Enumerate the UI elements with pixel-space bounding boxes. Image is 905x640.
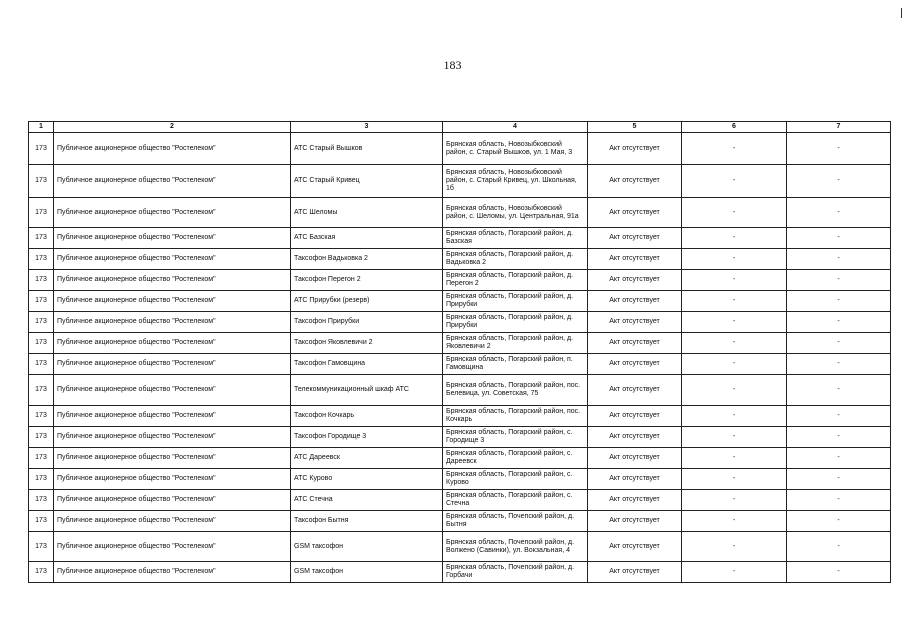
row-number: 173	[29, 448, 54, 469]
column-7-value: -	[787, 354, 891, 375]
table-row	[29, 133, 891, 165]
object-address: Брянская область, Новозыбковский район, с. Шеломы, ул. Центральная, 91а	[443, 198, 588, 228]
organization-name: Публичное акционерное общество "Ростелеком"	[54, 427, 291, 448]
organization-name: Публичное акционерное общество "Ростелеком"	[54, 562, 291, 583]
column-6-value: -	[682, 354, 787, 375]
row-number: 173	[29, 228, 54, 249]
object-name: Таксофон Яковлевичи 2	[291, 333, 443, 354]
organization-name: Публичное акционерное общество "Ростелеком"	[54, 511, 291, 532]
object-address: Брянская область, Почепский район, д. Волжено (Савинки), ул. Вокзальная, 4	[443, 532, 588, 562]
table-row	[29, 165, 891, 198]
header-cell-7: 7	[787, 122, 891, 133]
column-6-value: -	[682, 511, 787, 532]
object-name: Таксофон Городище 3	[291, 427, 443, 448]
object-name: АТС Старый Кривец	[291, 165, 443, 198]
organization-name: Публичное акционерное общество "Ростелеком"	[54, 165, 291, 198]
table-row	[29, 469, 891, 490]
column-6-value: -	[682, 312, 787, 333]
registry-table	[28, 121, 891, 583]
act-status: Акт отсутствует	[588, 532, 682, 562]
object-name: АТС Дареевск	[291, 448, 443, 469]
object-address: Брянская область, Почепский район, д. Горбачи	[443, 562, 588, 583]
organization-name: Публичное акционерное общество "Ростелеком"	[54, 133, 291, 165]
column-6-value: -	[682, 228, 787, 249]
row-number: 173	[29, 133, 54, 165]
row-number: 173	[29, 354, 54, 375]
column-7-value: -	[787, 198, 891, 228]
object-name: GSM таксофон	[291, 532, 443, 562]
table-row	[29, 270, 891, 291]
column-7-value: -	[787, 249, 891, 270]
header-cell-4: 4	[443, 122, 588, 133]
table-row	[29, 427, 891, 448]
object-address: Брянская область, Погарский район, с. Стечна	[443, 490, 588, 511]
table-row	[29, 375, 891, 406]
object-name: Телекоммуникационный шкаф АТС	[291, 375, 443, 406]
column-7-value: -	[787, 448, 891, 469]
column-6-value: -	[682, 562, 787, 583]
act-status: Акт отсутствует	[588, 249, 682, 270]
object-name: АТС Шеломы	[291, 198, 443, 228]
organization-name: Публичное акционерное общество "Ростелеком"	[54, 490, 291, 511]
column-7-value: -	[787, 375, 891, 406]
organization-name: Публичное акционерное общество "Ростелеком"	[54, 469, 291, 490]
column-7-value: -	[787, 312, 891, 333]
column-6-value: -	[682, 291, 787, 312]
registry-body	[29, 133, 891, 583]
row-number: 173	[29, 490, 54, 511]
table-row	[29, 354, 891, 375]
column-7-value: -	[787, 511, 891, 532]
table-row	[29, 406, 891, 427]
row-number: 173	[29, 406, 54, 427]
column-6-value: -	[682, 270, 787, 291]
organization-name: Публичное акционерное общество "Ростелеком"	[54, 375, 291, 406]
column-6-value: -	[682, 249, 787, 270]
column-6-value: -	[682, 375, 787, 406]
table-row	[29, 562, 891, 583]
act-status: Акт отсутствует	[588, 375, 682, 406]
object-name: Таксофон Кочкарь	[291, 406, 443, 427]
act-status: Акт отсутствует	[588, 228, 682, 249]
table-row	[29, 249, 891, 270]
row-number: 173	[29, 375, 54, 406]
object-name: GSM таксофон	[291, 562, 443, 583]
column-6-value: -	[682, 469, 787, 490]
act-status: Акт отсутствует	[588, 333, 682, 354]
organization-name: Публичное акционерное общество "Ростелеком"	[54, 532, 291, 562]
row-number: 173	[29, 532, 54, 562]
column-7-value: -	[787, 270, 891, 291]
act-status: Акт отсутствует	[588, 562, 682, 583]
row-number: 173	[29, 198, 54, 228]
column-7-value: -	[787, 165, 891, 198]
object-name: АТС Курово	[291, 469, 443, 490]
row-number: 173	[29, 511, 54, 532]
object-name: АТС Прирубки (резерв)	[291, 291, 443, 312]
column-7-value: -	[787, 333, 891, 354]
act-status: Акт отсутствует	[588, 448, 682, 469]
row-number: 173	[29, 562, 54, 583]
object-address: Брянская область, Погарский район, пос. Кочкарь	[443, 406, 588, 427]
object-address: Брянская область, Погарский район, с. Курово	[443, 469, 588, 490]
page-number: 183	[443, 58, 462, 72]
table-row	[29, 532, 891, 562]
table-row	[29, 291, 891, 312]
column-7-value: -	[787, 562, 891, 583]
column-7-value: -	[787, 532, 891, 562]
object-address: Брянская область, Новозыбковский район, с. Старый Вышков, ул. 1 Мая, 3	[443, 133, 588, 165]
column-6-value: -	[682, 165, 787, 198]
column-6-value: -	[682, 427, 787, 448]
object-name: АТС Базская	[291, 228, 443, 249]
object-address: Брянская область, Погарский район, д. Прирубки	[443, 291, 588, 312]
header-row	[29, 122, 891, 133]
act-status: Акт отсутствует	[588, 165, 682, 198]
column-7-value: -	[787, 490, 891, 511]
organization-name: Публичное акционерное общество "Ростелеком"	[54, 249, 291, 270]
column-6-value: -	[682, 133, 787, 165]
object-address: Брянская область, Погарский район, д. Перегон 2	[443, 270, 588, 291]
object-name: Таксофон Гамовщина	[291, 354, 443, 375]
act-status: Акт отсутствует	[588, 291, 682, 312]
column-6-value: -	[682, 448, 787, 469]
column-6-value: -	[682, 406, 787, 427]
object-address: Брянская область, Погарский район, с. Дареевск	[443, 448, 588, 469]
row-number: 173	[29, 270, 54, 291]
object-address: Брянская область, Погарский район, д. Вадьковка 2	[443, 249, 588, 270]
act-status: Акт отсутствует	[588, 511, 682, 532]
act-status: Акт отсутствует	[588, 198, 682, 228]
object-name: АТС Старый Вышков	[291, 133, 443, 165]
scan-edge-mark	[901, 8, 902, 18]
object-address: Брянская область, Погарский район, с. Городище 3	[443, 427, 588, 448]
table-row	[29, 198, 891, 228]
organization-name: Публичное акционерное общество "Ростелеком"	[54, 291, 291, 312]
table-row	[29, 448, 891, 469]
act-status: Акт отсутствует	[588, 354, 682, 375]
header-cell-3: 3	[291, 122, 443, 133]
organization-name: Публичное акционерное общество "Ростелеком"	[54, 354, 291, 375]
column-6-value: -	[682, 490, 787, 511]
row-number: 173	[29, 249, 54, 270]
header-cell-5: 5	[588, 122, 682, 133]
act-status: Акт отсутствует	[588, 133, 682, 165]
organization-name: Публичное акционерное общество "Ростелеком"	[54, 228, 291, 249]
organization-name: Публичное акционерное общество "Ростелеком"	[54, 312, 291, 333]
row-number: 173	[29, 165, 54, 198]
header-cell-1: 1	[29, 122, 54, 133]
column-6-value: -	[682, 333, 787, 354]
object-address: Брянская область, Погарский район, пос. Белевица, ул. Советская, 75	[443, 375, 588, 406]
object-name: Таксофон Прирубки	[291, 312, 443, 333]
column-7-value: -	[787, 427, 891, 448]
table-row	[29, 228, 891, 249]
column-7-value: -	[787, 133, 891, 165]
object-name: Таксофон Перегон 2	[291, 270, 443, 291]
column-7-value: -	[787, 406, 891, 427]
object-address: Брянская область, Почепский район, д. Бытня	[443, 511, 588, 532]
organization-name: Публичное акционерное общество "Ростелеком"	[54, 406, 291, 427]
table-row	[29, 511, 891, 532]
act-status: Акт отсутствует	[588, 312, 682, 333]
column-7-value: -	[787, 228, 891, 249]
object-address: Брянская область, Новозыбковский район, с. Старый Кривец, ул. Школьная, 1б	[443, 165, 588, 198]
organization-name: Публичное акционерное общество "Ростелеком"	[54, 198, 291, 228]
row-number: 173	[29, 427, 54, 448]
object-address: Брянская область, Погарский район, д. Базская	[443, 228, 588, 249]
row-number: 173	[29, 312, 54, 333]
act-status: Акт отсутствует	[588, 469, 682, 490]
row-number: 173	[29, 333, 54, 354]
organization-name: Публичное акционерное общество "Ростелеком"	[54, 448, 291, 469]
act-status: Акт отсутствует	[588, 406, 682, 427]
table-row	[29, 490, 891, 511]
organization-name: Публичное акционерное общество "Ростелеком"	[54, 270, 291, 291]
act-status: Акт отсутствует	[588, 490, 682, 511]
object-name: Таксофон Бытня	[291, 511, 443, 532]
column-6-value: -	[682, 198, 787, 228]
object-address: Брянская область, Погарский район, д. Прирубки	[443, 312, 588, 333]
header-cell-2: 2	[54, 122, 291, 133]
row-number: 173	[29, 291, 54, 312]
act-status: Акт отсутствует	[588, 427, 682, 448]
table-row	[29, 333, 891, 354]
column-7-value: -	[787, 291, 891, 312]
row-number: 173	[29, 469, 54, 490]
table-row	[29, 312, 891, 333]
object-address: Брянская область, Погарский район, д. Яковлевичи 2	[443, 333, 588, 354]
object-name: Таксофон Вадьковка 2	[291, 249, 443, 270]
object-name: АТС Стечна	[291, 490, 443, 511]
organization-name: Публичное акционерное общество "Ростелеком"	[54, 333, 291, 354]
header-cell-6: 6	[682, 122, 787, 133]
column-6-value: -	[682, 532, 787, 562]
object-address: Брянская область, Погарский район, п. Гамовщина	[443, 354, 588, 375]
act-status: Акт отсутствует	[588, 270, 682, 291]
column-7-value: -	[787, 469, 891, 490]
